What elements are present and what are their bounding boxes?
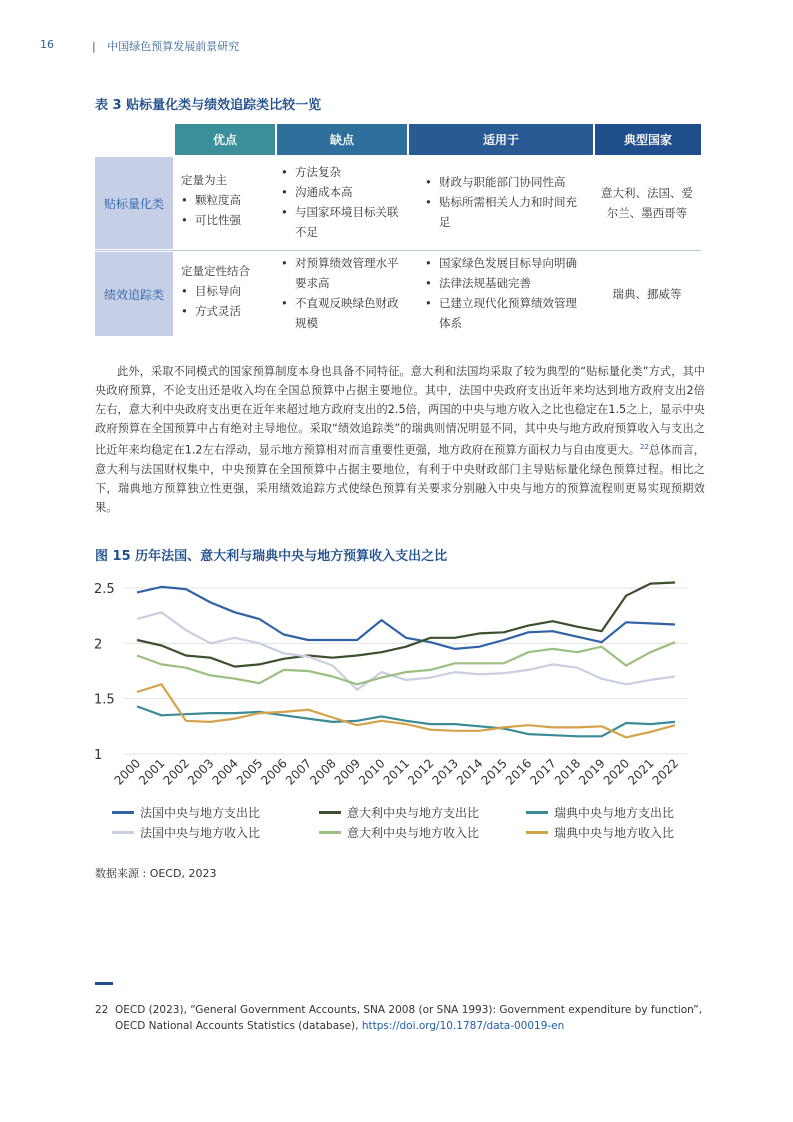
column-header-countries: 典型国家 — [595, 124, 701, 155]
list-item: • 已建立现代化预算绩效管理体系 — [425, 293, 585, 333]
row-divider — [95, 250, 701, 251]
legend-item — [319, 804, 479, 821]
paragraph-part-2: 总体而言，意大利与法国财权集中，中央预算在全国预算中占据主要地位，有利于中央财政部门主导贴标量化绿色预算过程。相比之下，瑞典地方预算独立性更强，采用绩效追踪方式使绿色预算有关要求分别融入中央与地方的预算流程则更易实现预期效果。 — [95, 443, 705, 514]
paragraph-part-1: 此外，采取不同模式的国家预算制度本身也具备不同特征。意大利和法国均采取了较为典型的“贴标量化类”方式，其中央政府预算，不论支出还是收入均在全国总预算中占据主要地位。其中，法国中央政府支出近年来均达到地方政府支出2倍左右，意大利中央政府支出更在近年来超过地方政府支出的2.5倍，两国的中央与地方收入之比也稳定在1.5之上，显示中央政府预算在全国预算中占有绝对主导地位。采取“绩效追踪类”的瑞典则情况明显不同，其中央与地方政府预算收入与支出之比近年来均稳定在1.2左右浮动，显示地方预算相对而言重要性更强，地方政府在预算方面权力与自由度更大。 — [95, 365, 705, 457]
x-tick-label: 2011 — [380, 756, 413, 788]
y-tick-label: 1 — [94, 748, 103, 763]
legend-swatch — [112, 811, 134, 814]
x-tick-label: 2020 — [600, 756, 633, 788]
list-item: • 国家绿色发展目标导向明确 — [425, 253, 585, 273]
legend-label: 法国中央与地方支出比 — [140, 806, 261, 820]
list-item: • 目标导向 — [181, 281, 273, 301]
legend-item — [319, 824, 479, 841]
row1-pros — [181, 170, 273, 230]
legend-label: 法国中央与地方收入比 — [140, 826, 261, 840]
column-header-fit: 适用于 — [409, 124, 593, 155]
x-tick-label: 2013 — [429, 756, 462, 788]
x-tick-label: 2022 — [649, 756, 682, 788]
column-header-cons: 缺点 — [277, 124, 407, 155]
legend-item — [526, 804, 674, 821]
legend-item — [112, 804, 260, 821]
list-item: • 贴标所需相关人力和时间充足 — [425, 192, 585, 232]
legend-label: 意大利中央与地方收入比 — [347, 826, 480, 840]
x-tick-label: 2010 — [356, 756, 388, 788]
header-separator: | — [92, 40, 96, 53]
series-line — [137, 583, 675, 667]
x-tick-label: 2012 — [405, 756, 437, 788]
body-paragraph — [95, 362, 705, 517]
x-tick-label: 2015 — [478, 756, 510, 788]
line-chart — [88, 570, 698, 795]
legend-swatch — [319, 831, 341, 834]
footnote-link[interactable]: https://doi.org/10.1787/data-00019-en — [361, 1020, 565, 1032]
data-source: 数据来源 : OECD, 2023 — [95, 867, 217, 880]
page-number: 16 — [40, 38, 54, 51]
footnote-divider — [95, 982, 113, 985]
footnote-ref[interactable]: 22 — [639, 443, 649, 451]
x-tick-label: 2017 — [527, 756, 559, 788]
x-tick-label: 2009 — [331, 756, 364, 788]
row1-fit — [425, 172, 585, 232]
list-item: • 沟通成本高 — [281, 182, 403, 202]
x-tick-label: 2019 — [576, 756, 608, 788]
y-tick-label: 2 — [94, 637, 103, 653]
list-item: • 方式灵活 — [181, 301, 273, 321]
legend-swatch — [319, 811, 341, 814]
series-line — [137, 642, 675, 684]
legend-swatch — [526, 831, 548, 834]
x-tick-label: 2007 — [282, 756, 315, 788]
x-tick-label: 2008 — [307, 756, 339, 788]
list-item: • 不直观反映绿色财政规模 — [281, 293, 403, 333]
row1-cons — [281, 162, 403, 242]
legend-label: 瑞典中央与地方支出比 — [554, 806, 675, 820]
x-tick-label: 2000 — [111, 756, 144, 788]
list-item: • 方法复杂 — [281, 162, 403, 182]
x-tick-label: 2002 — [160, 756, 193, 788]
series-line — [137, 612, 675, 690]
legend-item — [526, 824, 674, 841]
legend-swatch — [526, 811, 548, 814]
x-tick-label: 2014 — [453, 756, 486, 788]
row2-countries: 瑞典、挪威等 — [612, 287, 682, 301]
table-title: 表 3 贴标量化类与绩效追踪类比较一览 — [95, 98, 322, 113]
x-tick-label: 2001 — [136, 756, 168, 788]
column-header-pros: 优点 — [175, 124, 275, 155]
x-tick-label: 2006 — [258, 756, 290, 788]
row-label-labeling: 贴标量化类 — [95, 157, 173, 249]
x-tick-label: 2018 — [551, 756, 584, 788]
legend-label: 意大利中央与地方支出比 — [347, 806, 480, 820]
figure-title: 图 15 历年法国、意大利与瑞典中央与地方预算收入支出之比 — [95, 549, 448, 564]
series-line — [137, 587, 675, 649]
list-item: • 对预算绩效管理水平要求高 — [281, 253, 403, 293]
x-tick-label: 2005 — [233, 756, 266, 788]
footnote-number: 22 — [95, 1004, 109, 1016]
y-tick-label: 1.5 — [94, 692, 115, 708]
running-title — [92, 38, 239, 54]
row2-fit — [425, 253, 585, 333]
row1-countries: 意大利、法国、爱尔兰、墨西哥等 — [601, 186, 693, 220]
x-tick-label: 2016 — [502, 756, 535, 788]
row1-pros-lead: 定量为主 — [181, 173, 227, 187]
row2-pros — [181, 261, 273, 321]
x-tick-label: 2004 — [209, 756, 241, 788]
document-title: 中国绿色预算发展前景研究 — [107, 40, 240, 53]
footnote — [95, 1002, 715, 1034]
row-label-performance: 绩效追踪类 — [95, 252, 173, 336]
legend-item — [112, 824, 260, 841]
x-tick-label: 2003 — [184, 756, 217, 788]
row2-pros-lead: 定量定性结合 — [181, 264, 250, 278]
list-item: • 与国家环境目标关联不足 — [281, 202, 403, 242]
series-line — [137, 684, 675, 737]
list-item: • 法律法规基础完善 — [425, 273, 585, 293]
list-item: • 可比性强 — [181, 210, 273, 230]
y-tick-label: 2.5 — [94, 582, 115, 597]
list-item: • 财政与职能部门协同性高 — [425, 172, 585, 192]
footnote-text: OECD (2023), “General Government Accounts, SNA 2008 (or SNA 1993): Government expenditure by function”, OECD National Accounts Statistics (database), — [115, 1004, 703, 1032]
row2-cons — [281, 253, 403, 333]
legend-label: 瑞典中央与地方收入比 — [554, 826, 675, 840]
list-item: • 颗粒度高 — [181, 190, 273, 210]
legend-swatch — [112, 831, 134, 834]
x-tick-label: 2021 — [625, 756, 657, 788]
